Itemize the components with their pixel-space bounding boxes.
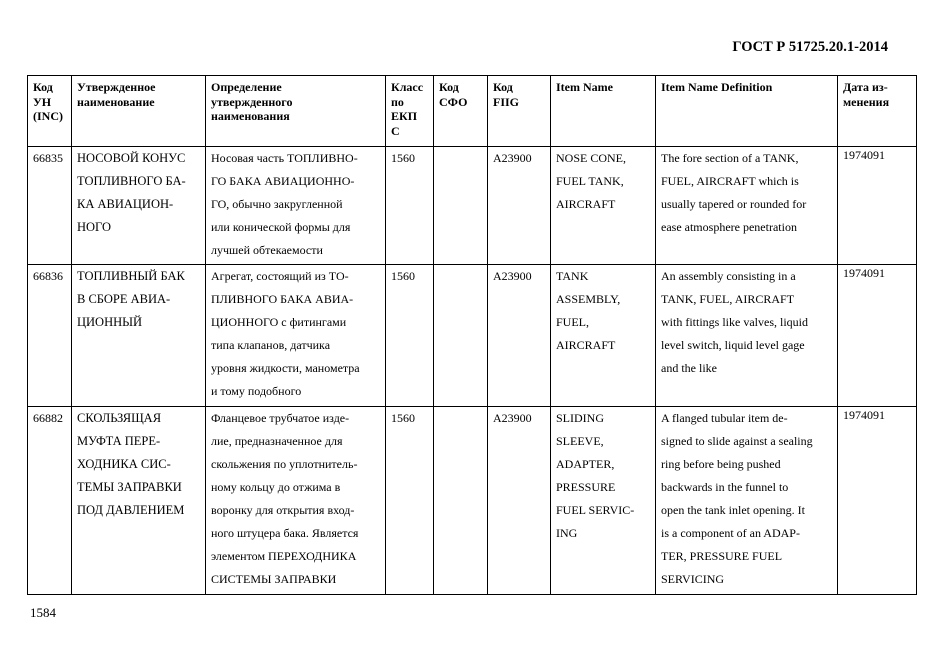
cell-fiig: A23900 — [488, 265, 551, 407]
column-header-item-name-definition: Item Name Definition — [656, 76, 838, 147]
cell-item-name-definition: A flanged tubular item de- signed to slide against a sealing ring before being pushed backwards in the funnel to open the tank inlet opening. It is a component of an ADAP- TER, PRESSURE FUEL SERVICING — [656, 407, 838, 595]
cell-approved-name: СКОЛЬЗЯЩАЯ МУФТА ПЕРЕ- ХОДНИКА СИС- ТЕМЫ ЗАПРАВКИ ПОД ДАВЛЕНИЕМ — [72, 407, 206, 595]
cell-fiig: A23900 — [488, 407, 551, 595]
column-header-item-name: Item Name — [551, 76, 656, 147]
cell-item-name-definition: The fore section of a TANK, FUEL, AIRCRAFT which is usually tapered or rounded for ease atmosphere penetration — [656, 147, 838, 265]
cell-item-name: SLIDING SLEEVE, ADAPTER, PRESSURE FUEL SERVIC- ING — [551, 407, 656, 595]
item-name-table — [27, 75, 917, 595]
document-standard-header: ГОСТ Р 51725.20.1-2014 — [732, 39, 888, 55]
cell-inc: 66882 — [28, 407, 72, 595]
column-header-fiig: Код FIIG — [488, 76, 551, 147]
cell-approved-name: НОСОВОЙ КОНУС ТОПЛИВНОГО БА- КА АВИАЦИОН- НОГО — [72, 147, 206, 265]
cell-sfo — [434, 147, 488, 265]
cell-approved-definition: Агрегат, состоящий из ТО- ПЛИВНОГО БАКА АВИА- ЦИОННОГО с фитингами типа клапанов, датчика уровня жидкости, манометра и тому подобного — [206, 265, 386, 407]
cell-inc: 66836 — [28, 265, 72, 407]
cell-change-date: 1974091 — [838, 407, 917, 595]
cell-approved-name: ТОПЛИВНЫЙ БАК В СБОРЕ АВИА- ЦИОННЫЙ — [72, 265, 206, 407]
table-row — [28, 407, 917, 595]
cell-approved-definition: Носовая часть ТОПЛИВНО- ГО БАКА АВИАЦИОННО- ГО, обычно закругленной или конической формы для лучшей обтекаемости — [206, 147, 386, 265]
cell-class: 1560 — [386, 147, 434, 265]
column-header-sfo: Код СФО — [434, 76, 488, 147]
page-number: 1584 — [30, 605, 56, 620]
cell-item-name-definition: An assembly consisting in a TANK, FUEL, AIRCRAFT with fittings like valves, liquid level switch, liquid level gage and the like — [656, 265, 838, 407]
column-header-inc: Код УН (INC) — [28, 76, 72, 147]
table-header-row — [28, 76, 917, 147]
table-row — [28, 147, 917, 265]
cell-inc: 66835 — [28, 147, 72, 265]
column-header-approved-definition: Определение утвержденного наименования — [206, 76, 386, 147]
column-header-class: Класс по ЕКП С — [386, 76, 434, 147]
cell-item-name: TANK ASSEMBLY, FUEL, AIRCRAFT — [551, 265, 656, 407]
column-header-change-date: Дата из- менения — [838, 76, 917, 147]
cell-approved-definition: Фланцевое трубчатое изде- лие, предназначенное для скольжения по уплотнитель- ному кольцу до отжима в воронку для открытия вход- ного штуцера бака. Является элементом ПЕРЕХОДНИКА СИСТЕМЫ ЗАПРАВКИ — [206, 407, 386, 595]
cell-fiig: A23900 — [488, 147, 551, 265]
cell-change-date: 1974091 — [838, 265, 917, 407]
cell-class: 1560 — [386, 407, 434, 595]
cell-change-date: 1974091 — [838, 147, 917, 265]
column-header-approved-name: Утвержденное наименование — [72, 76, 206, 147]
cell-item-name: NOSE CONE, FUEL TANK, AIRCRAFT — [551, 147, 656, 265]
table-row — [28, 265, 917, 407]
cell-sfo — [434, 407, 488, 595]
cell-sfo — [434, 265, 488, 407]
cell-class: 1560 — [386, 265, 434, 407]
